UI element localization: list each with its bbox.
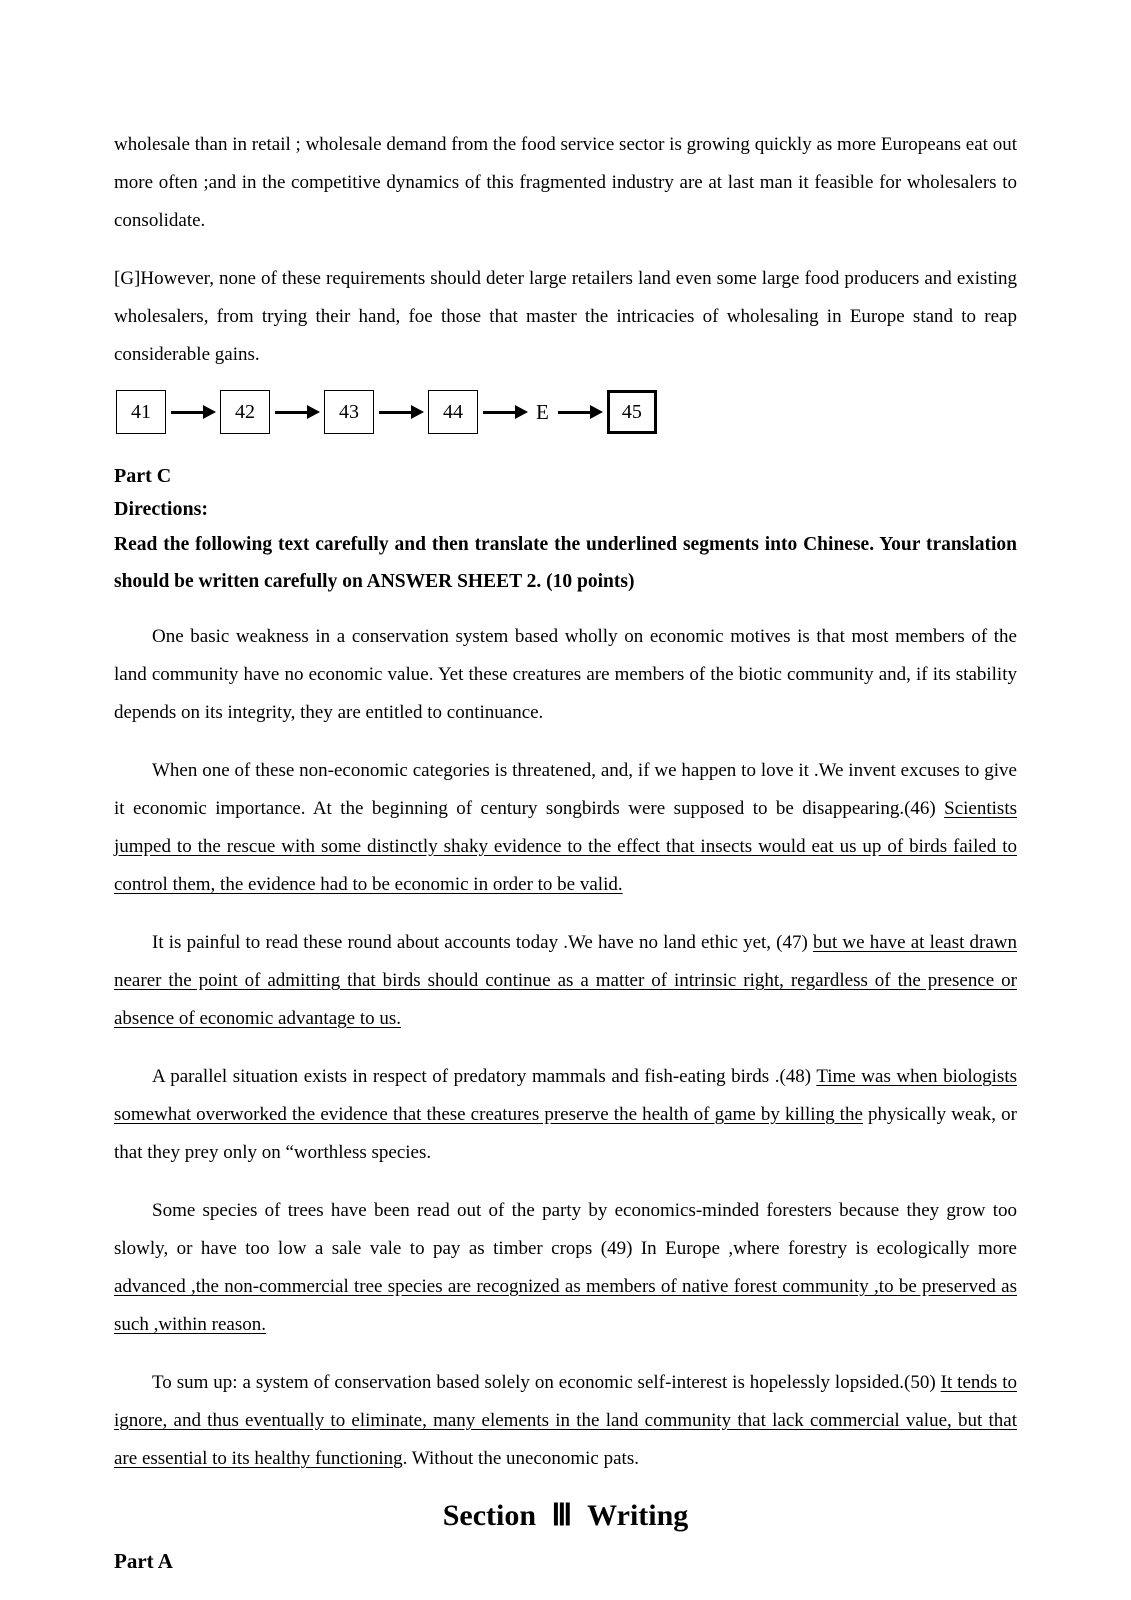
text-segment: . Without the uneconomic pats. xyxy=(402,1448,639,1469)
flow-letter-e: E xyxy=(536,399,549,424)
text-segment: To sum up: a system of conservation based solely on economic self-interest is hopelessly lopsided.(50) xyxy=(152,1372,941,1393)
arrow-right-icon xyxy=(558,411,590,414)
underlined-segment: advanced ,the non-commercial tree species are recognized as members of native forest community ,to be preserved as such ,within reason. xyxy=(114,1276,1017,1335)
directions-text: Read the following text carefully and then translate the underlined segments into Chinese. Your translation should be written carefully on ANSWER SHEET 2. (10 points) xyxy=(114,534,1017,592)
section-3-writing-title: Section Ⅲ Writing xyxy=(442,1499,689,1532)
paragraph-question-50 xyxy=(114,1364,1017,1478)
paragraph-question-49 xyxy=(114,1192,1017,1344)
paragraph-question-46 xyxy=(114,752,1017,904)
text-segment: physically weak, or that they prey only on “worthless species. xyxy=(114,1104,1017,1163)
flow-box-44: 44 xyxy=(428,390,478,434)
arrow-right-icon xyxy=(275,411,307,414)
part-c-heading: Part C xyxy=(114,465,172,487)
flow-box-41: 41 xyxy=(116,390,166,434)
arrow-right-icon xyxy=(171,411,203,414)
underlined-segment: but we have at least drawn nearer the point of admitting that birds should continue as a matter of intrinsic right, regardless of the presence or absence of economic advantage to us. xyxy=(114,932,1018,1029)
directions-heading: Directions: xyxy=(114,498,209,520)
flow-box-45: 45 xyxy=(607,390,657,434)
flow-box-43: 43 xyxy=(324,390,374,434)
paragraph-question-47 xyxy=(114,924,1017,1038)
paragraph-one-basic-weakness: One basic weakness in a conservation system based wholly on economic motives is that most members of the land community have no economic value. Yet these creatures are members of the biotic community and, if its stability depends on its integrity, they are entitled to continuance. xyxy=(114,626,1017,723)
text-segment: Some species of trees have been read out of the party by economics-minded foresters because they grow too slowly, or have too low a sale vale to pay as timber crops (49) In Europe ,where forestry is ecologically more xyxy=(114,1200,1017,1259)
paragraph-wholesale: wholesale than in retail ; wholesale demand from the food service sector is growing quickly as more Europeans eat out more often ;and in the competitive dynamics of this fragmented industry are at last man it feasible for wholesalers to consolidate. xyxy=(114,134,1017,231)
text-segment: A parallel situation exists in respect of predatory mammals and fish-eating birds .(48) xyxy=(152,1066,817,1087)
underlined-segment: Time was when biologists somewhat overworked the evidence that these creatures preserve the health of game by killing the xyxy=(114,1066,1017,1125)
underlined-segment: Scientists jumped to the rescue with some distinctly shaky evidence to the effect that insects would eat us up of birds failed to control them, the evidence had to be economic in order to be valid. xyxy=(114,798,1017,895)
paragraph-question-48 xyxy=(114,1058,1017,1172)
text-segment: It is painful to read these round about accounts today .We have no land ethic yet, (47) xyxy=(152,932,813,953)
underlined-segment: It tends to ignore, and thus eventually to eliminate, many elements in the land community that lack commercial value, but that are essential to its healthy functioning xyxy=(114,1372,1017,1469)
text-segment: When one of these non-economic categories is threatened, and, if we happen to love it .We invent excuses to give it economic importance. At the beginning of century songbirds were supposed to be disappearing.(46) xyxy=(114,760,1017,819)
arrow-right-icon xyxy=(483,411,515,414)
question-flow-diagram xyxy=(116,388,1017,436)
paragraph-g-however: [G]However, none of these requirements should deter large retailers land even some large food producers and existing wholesalers, from trying their hand, foe those that master the intricacies of wholesaling in Europe stand to reap considerable gains. xyxy=(114,268,1017,365)
part-a-heading: Part A xyxy=(114,1549,173,1573)
arrow-right-icon xyxy=(379,411,411,414)
flow-box-42: 42 xyxy=(220,390,270,434)
